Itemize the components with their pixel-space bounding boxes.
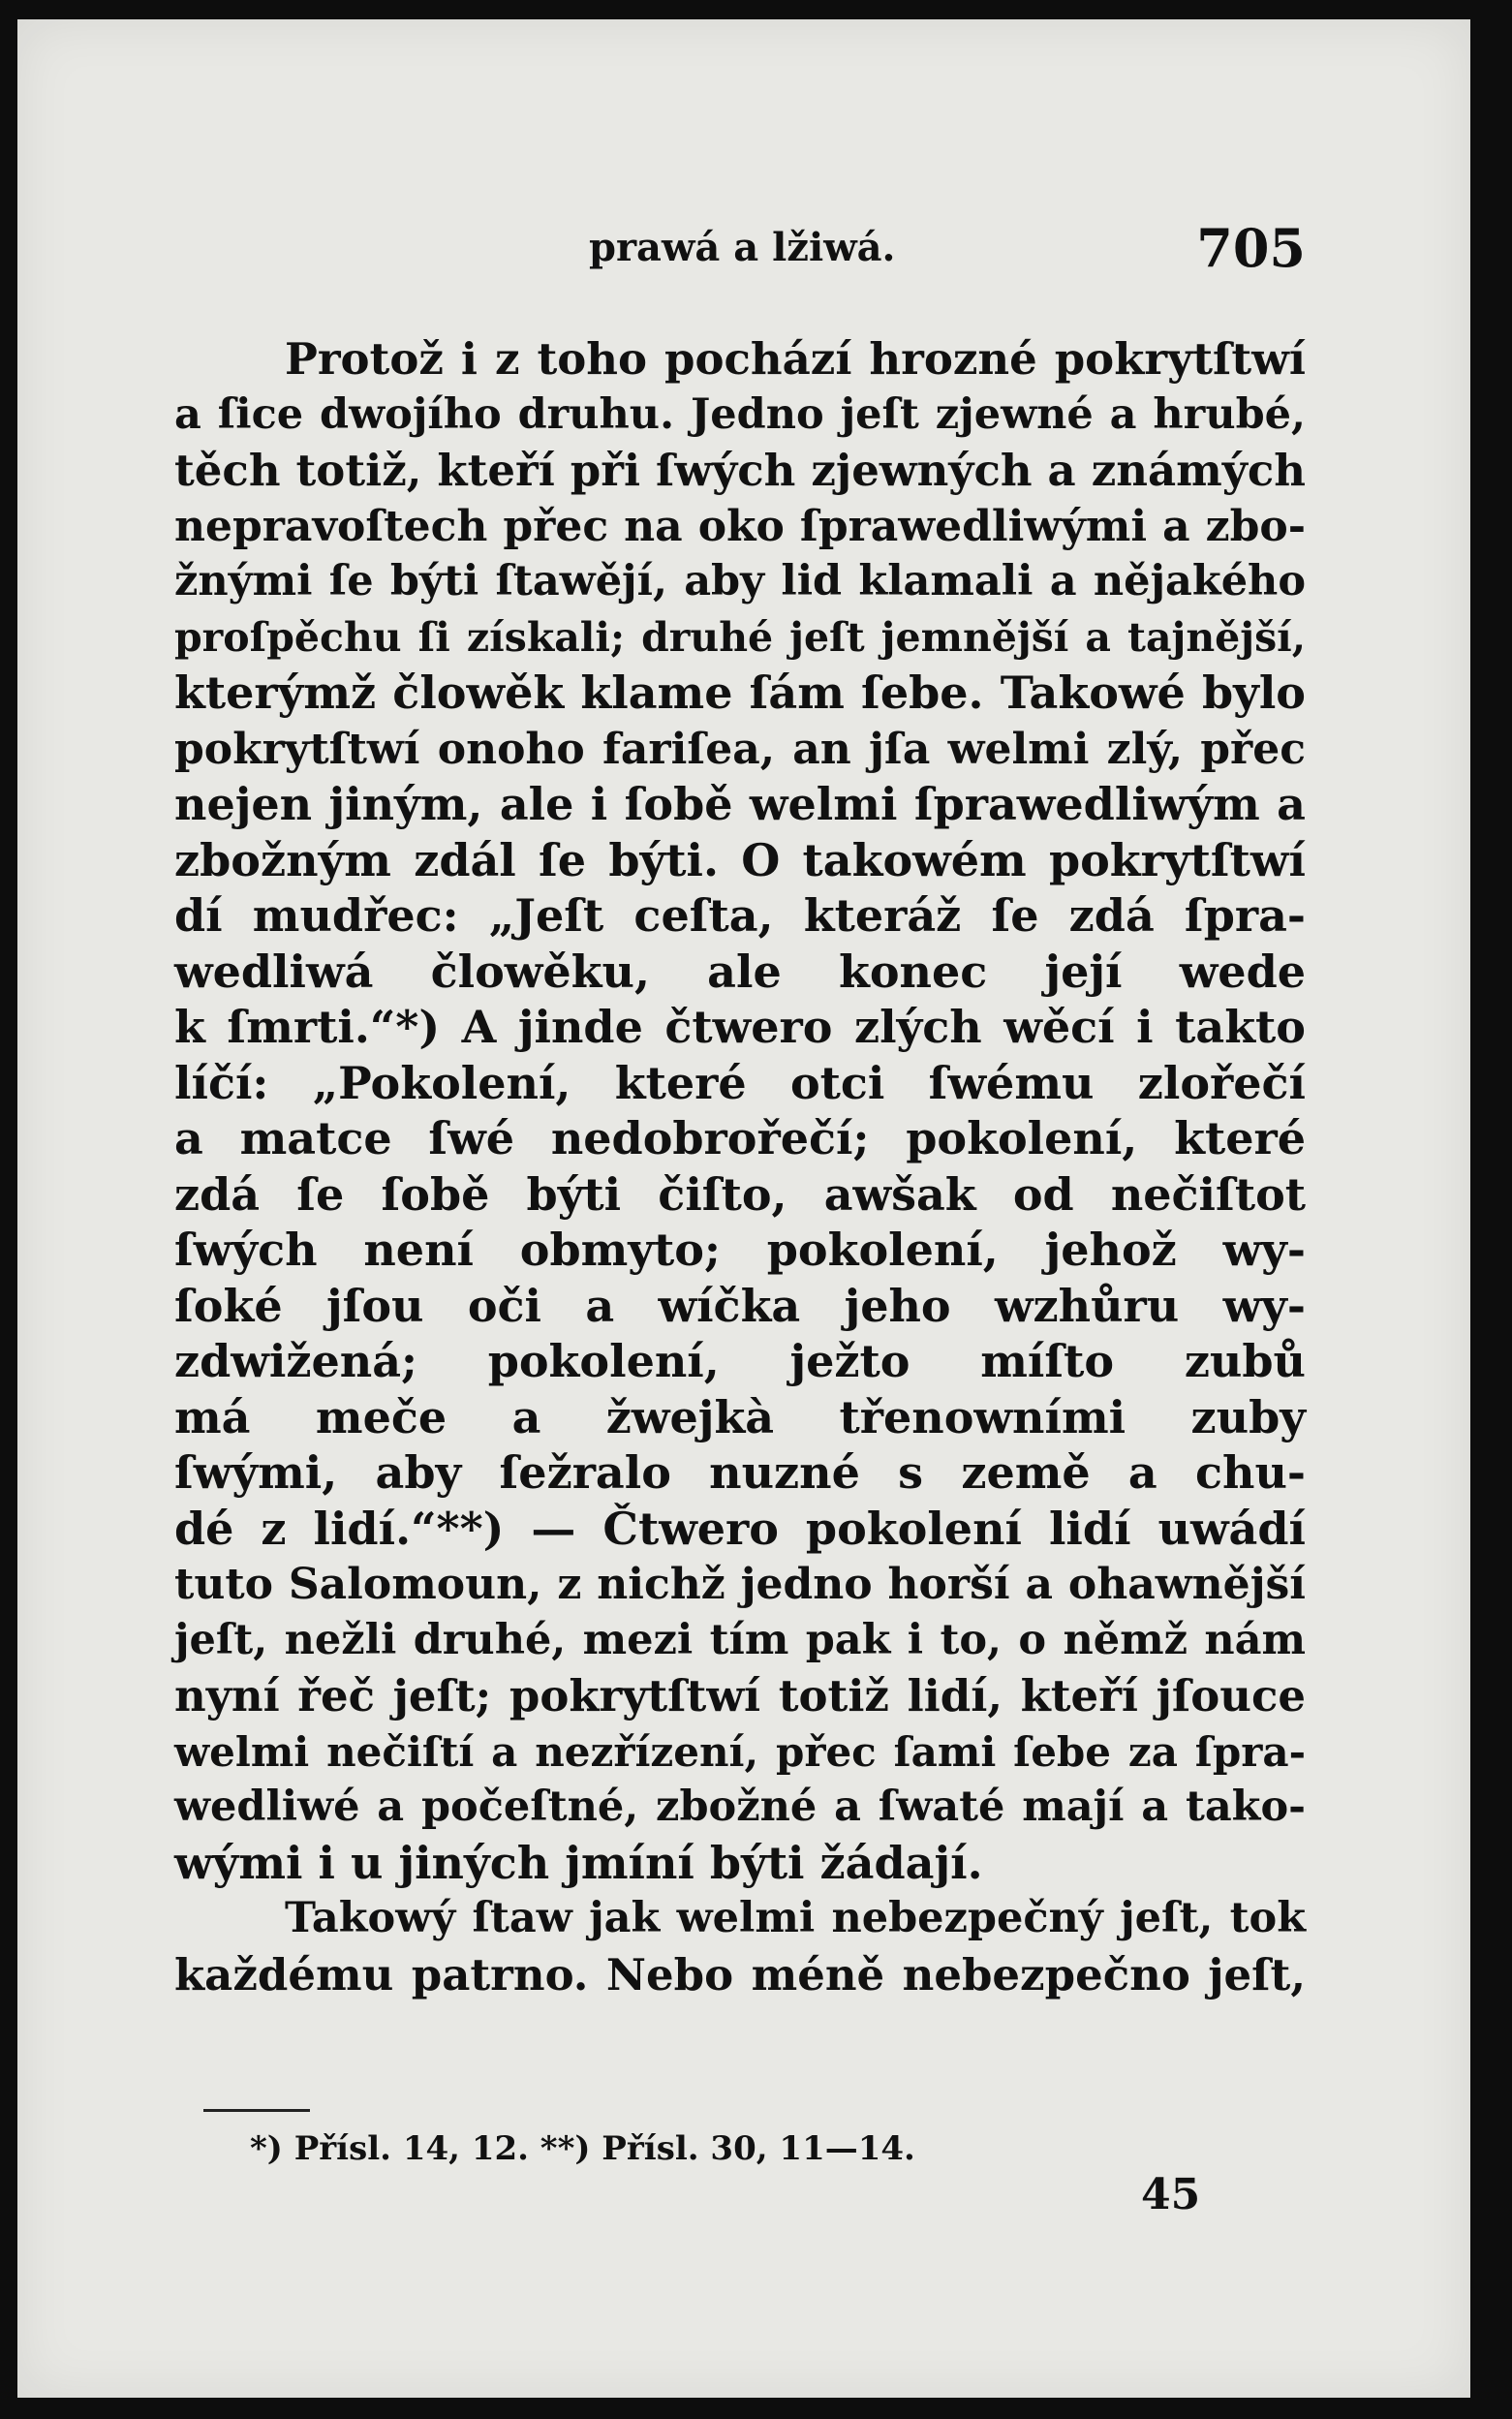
footnotes: *) Přísl. 14, 12. **) Přísl. 30, 11—14. [250, 2129, 915, 2168]
text-line: pokrytſtwí onoho fariſea, an jſa welmi zlý, přec [174, 724, 1306, 774]
text-line: tuto Salomoun, z nichž jedno horší a ohawnější [174, 1560, 1306, 1609]
text-line: nejen jiným, ale i ſobě welmi ſprawedliwým a [174, 778, 1306, 830]
text-line: nyní řeč jeſt; pokrytſtwí totiž lidí, kteří jſouce [174, 1670, 1306, 1721]
text-line: kterýmž člowěk klame ſám ſebe. Takowé bylo [174, 667, 1306, 719]
text-line: ſwých není obmyto; pokolení, jehož wy- [174, 1224, 1306, 1276]
text-line: líčí: „Pokolení, které otci ſwému zlořečí [174, 1056, 1306, 1109]
text-line: Takowý ſtaw jak welmi nebezpečný jeſt, tok [285, 1894, 1306, 1942]
text-line: wedliwé a počeſtné, zbožné a ſwaté mají a tako- [174, 1783, 1306, 1831]
text-line: zbožným zdál ſe býti. O takowém pokrytſtwí [174, 833, 1306, 886]
text-line: wými i u jiných jmíní býti žádají. [174, 1836, 983, 1889]
text-line: zdwižená; pokolení, ježto míſto zubů [174, 1335, 1306, 1387]
page-number: 705 [1196, 217, 1306, 279]
text-line: wedliwá člowěku, ale konec její wede [174, 945, 1306, 998]
running-title: prawá a lžiwá. [589, 225, 896, 270]
text-line: nepravoſtech přec na oko ſprawedliwými a zbo- [174, 501, 1306, 551]
text-line: ſwými, aby ſežralo nuzné s země a chu- [174, 1446, 1306, 1499]
page-header [17, 217, 1470, 283]
book-page [17, 19, 1470, 2398]
text-line: žnými ſe býti ſtawějí, aby lid klamali a nějakého [174, 557, 1306, 605]
text-line: a ſice dwojího druhu. Jedno jeſt zjewné a hrubé, [174, 389, 1306, 439]
text-line: a matce ſwé nedobrořečí; pokolení, které [174, 1112, 1306, 1164]
footnote-divider [203, 2109, 310, 2112]
signature-mark: 45 [1141, 2170, 1201, 2219]
text-line: Protož i z toho pochází hrozné pokrytſtwí [285, 333, 1306, 385]
text-line: dí mudřec: „Jeſt ceſta, kteráž ſe zdá ſpra- [174, 889, 1306, 942]
text-line: proſpěchu ſi získali; druhé jeſt jemnější a tajnější, [174, 613, 1306, 661]
text-line: každému patrno. Nebo méně nebezpečno jeſt, [174, 1948, 1306, 2000]
text-line: ſoké jſou oči a wíčka jeho wzhůru wy- [174, 1279, 1306, 1332]
text-line: k ſmrti.“*) A jinde čtwero zlých wěcí i takto [174, 1001, 1306, 1053]
text-line: má meče a žwejkà třenowními zuby [174, 1390, 1306, 1443]
body-text [174, 331, 1306, 2002]
text-line: těch totiž, kteří při ſwých zjewných a známých [174, 445, 1306, 496]
text-line: zdá ſe ſobě býti čiſto, awšak od nečiſtot [174, 1167, 1306, 1221]
text-line: welmi nečiſtí a nezřízení, přec ſami ſebe za ſpra- [174, 1727, 1306, 1776]
text-line: jeſt, nežli druhé, mezi tím pak i to, o němž nám [174, 1615, 1306, 1664]
text-line: dé z lidí.“**) — Čtwero pokolení lidí uwádí [174, 1502, 1306, 1555]
